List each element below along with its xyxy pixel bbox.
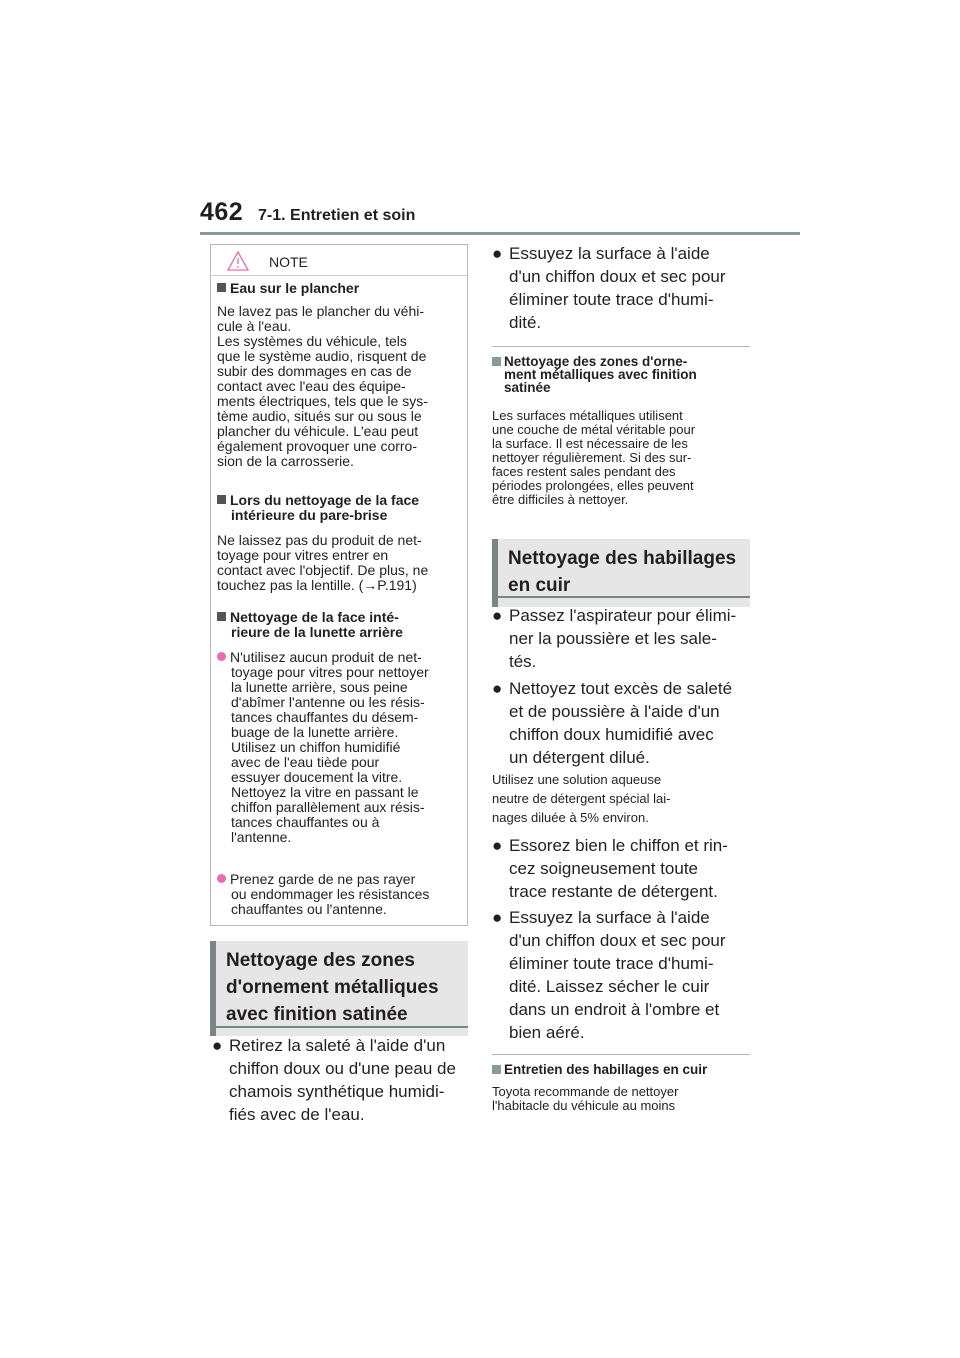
square-bullet-icon [492, 1065, 501, 1074]
note-heading-rear-window: Nettoyage de la face inté- rieure de la lunette arrière [217, 610, 462, 640]
section-title: 7-1. Entretien et soin [258, 207, 416, 224]
square-bullet-icon [217, 283, 226, 292]
leather-heading-rule [492, 596, 750, 598]
note-bullet-rear-window-1: N'utilisez aucun produit de net- toyage pour vitres pour nettoyer la lunette arrière, sous peine d'abîmer l'antenne ou les résis- tances chauffantes du désem- buage de la lunette arrière. Utilisez un chiffon humidifié avec de l'eau tiède pour essuyer doucement la vitre. Nettoyez la vitre en passant le chiffon parallèlement aux résis- tances chauffantes ou à l'antenne. [217, 650, 462, 845]
pink-bullet-icon [217, 874, 226, 883]
note-header [211, 245, 467, 276]
page-number: 462 [200, 198, 244, 226]
bullet-icon: ● [492, 606, 503, 625]
metal-trim-heading-rule [210, 1026, 468, 1028]
note-box [210, 244, 468, 926]
leather-care-body: Toyota recommande de nettoyer l'habitacle du véhicule au moins [492, 1084, 679, 1113]
note-bullet-rear-window-2: Prenez garde de ne pas rayer ou endommager les résistances chauffantes ou l'antenne. [217, 872, 462, 917]
satin-note-body: Les surfaces métalliques utilisent une couche de métal véritable pour la surface. Il est nécessaire de les nettoyer régulièrement. Si des sur- faces restent sales pendant des périodes prolongées, elles peuvent être difficiles à nettoyer. [492, 408, 696, 507]
dilution-note: Utilisez une solution aqueuse neutre de détergent spécial lai- nages diluée à 5% environ. [492, 772, 671, 825]
leather-heading: Nettoyage des habillages en cuir [492, 539, 750, 607]
bullet-icon: ● [492, 836, 503, 855]
bullet-icon: ● [492, 244, 503, 263]
wipe-dry-bullet: ● Essuyez la surface à l'aide d'un chiffon doux et sec pour éliminer toute trace d'humi- dité. [492, 244, 726, 332]
wring-cloth-bullet: ● Essorez bien le chiffon et rin- cez soigneusement toute trace restante de détergent. [492, 836, 728, 901]
square-bullet-icon [217, 612, 226, 621]
satin-note-heading: Nettoyage des zones d'orne- ment métalliques avec finition satinée [492, 355, 750, 394]
leather-care-heading: Entretien des habillages en cuir [492, 1063, 754, 1076]
note-heading-windshield: Lors du nettoyage de la face intérieure du pare-brise [217, 493, 462, 523]
bullet-icon: ● [492, 908, 503, 927]
square-bullet-icon [217, 495, 226, 504]
pink-bullet-icon [217, 652, 226, 661]
metal-trim-heading: Nettoyage des zones d'ornement métalliques avec finition satinée [210, 941, 468, 1036]
bullet-icon: ● [212, 1036, 223, 1055]
note-label: NOTE [269, 254, 308, 270]
divider [492, 1054, 750, 1055]
divider [492, 346, 750, 347]
warning-triangle-icon [227, 251, 249, 271]
header-rule [200, 232, 800, 235]
metal-trim-bullet-1: ● Retirez la saleté à l'aide d'un chiffon doux ou d'une peau de chamois synthétique humidi- fiés avec de l'eau. [212, 1036, 456, 1124]
note-body-floor-water: Ne lavez pas le plancher du véhi- cule à l'eau. Les systèmes du véhicule, tels que le système audio, risquent de subir des dommages en cas de contact avec l'eau des équipe- ments électriques, tels que le sys- tème audio, situés sur ou sous le plancher du véhicule. L'eau peut également provoquer une corro- sion de la carrosserie. [217, 303, 428, 469]
note-heading-floor-water: Eau sur le plancher [217, 281, 462, 296]
vacuum-bullet: ● Passez l'aspirateur pour élimi- ner la poussière et les sale- tés. [492, 606, 737, 671]
note-body-windshield: Ne laissez pas du produit de net- toyage pour vitres entrer en contact avec l'objectif. De plus, ne touchez pas la lentille. (→P.191) [217, 532, 429, 593]
square-bullet-icon [492, 357, 501, 366]
wipe-dry-leather-bullet: ● Essuyez la surface à l'aide d'un chiffon doux et sec pour éliminer toute trace d'humi- dité. Laissez sécher le cuir dans un endroit à l'ombre et bien aéré. [492, 908, 726, 1042]
clean-dirt-bullet: ● Nettoyez tout excès de saleté et de poussière à l'aide d'un chiffon doux humidifié avec un détergent dilué. [492, 679, 733, 767]
bullet-icon: ● [492, 679, 503, 698]
